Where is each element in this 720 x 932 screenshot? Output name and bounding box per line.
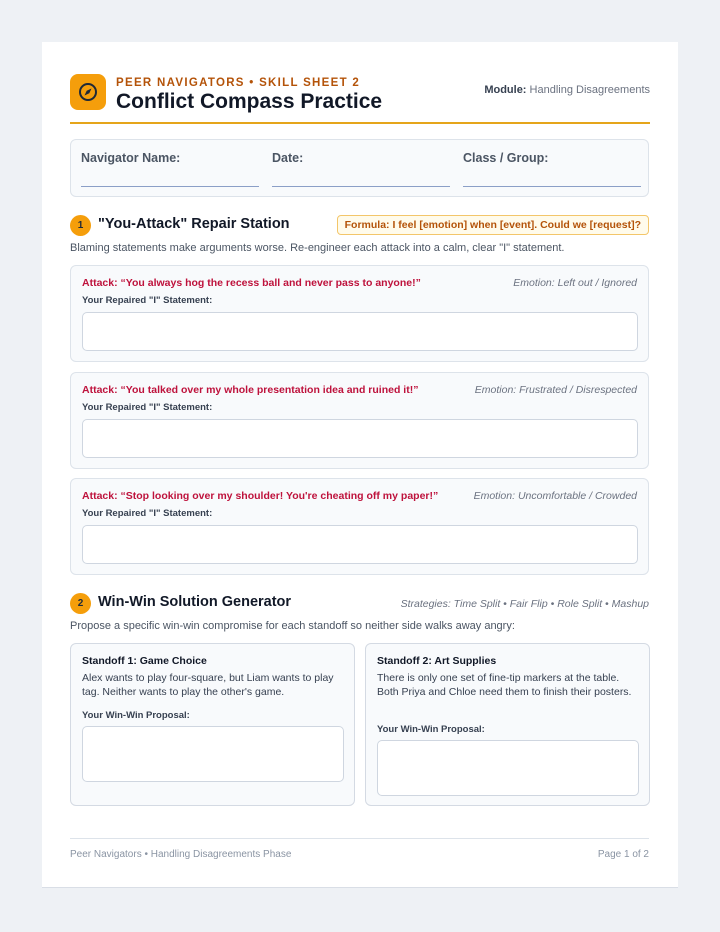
class-group-label: Class / Group:	[463, 151, 549, 165]
date-line[interactable]	[272, 186, 450, 187]
section-number-badge: 1	[70, 215, 91, 236]
emotion-hint: Emotion: Uncomfortable / Crowded	[473, 490, 637, 502]
standoff-title: Standoff 2: Art Supplies	[377, 655, 497, 667]
section-2-header	[70, 592, 649, 614]
module-label: Module:	[484, 84, 527, 96]
class-group-line[interactable]	[463, 186, 641, 187]
compass-icon	[70, 74, 106, 110]
repaired-statement-label: Your Repaired "I" Statement:	[82, 402, 213, 413]
repaired-statement-input[interactable]	[82, 525, 638, 564]
date-label: Date:	[272, 151, 304, 165]
attack-statement: Attack: “Stop looking over my shoulder! You're cheating off my paper!”	[82, 490, 439, 502]
worksheet-page	[42, 42, 678, 888]
section-title: Win-Win Solution Generator	[98, 594, 292, 610]
module-indicator	[484, 84, 650, 96]
repair-card	[70, 478, 649, 575]
standoff-title: Standoff 1: Game Choice	[82, 655, 207, 667]
page-title: Conflict Compass Practice	[116, 90, 383, 113]
section-number-badge: 2	[70, 593, 91, 614]
repaired-statement-label: Your Repaired "I" Statement:	[82, 508, 213, 519]
navigator-name-field[interactable]	[81, 151, 259, 165]
repaired-statement-input[interactable]	[82, 312, 638, 351]
standoff-description: Alex wants to play four-square, but Liam wants to play tag. Neither wants to play the other's game.	[82, 672, 334, 698]
series-kicker: PEER NAVIGATORS • SKILL SHEET 2	[116, 77, 361, 89]
footer-left-text: Peer Navigators • Handling Disagreements Phase	[70, 849, 292, 860]
date-field[interactable]	[272, 151, 450, 165]
formula-callout: Formula: I feel [emotion] when [event]. Could we [request]?	[337, 215, 649, 235]
standoff-card	[70, 643, 355, 806]
emotion-hint: Emotion: Frustrated / Disrespected	[474, 384, 637, 396]
strategies-hint: Strategies: Time Split • Fair Flip • Role Split • Mashup	[400, 598, 649, 610]
section-1-header	[70, 214, 649, 236]
navigator-name-line[interactable]	[81, 186, 259, 187]
navigator-name-label: Navigator Name:	[81, 151, 181, 165]
student-info-box	[70, 139, 649, 197]
proposal-input[interactable]	[377, 740, 639, 796]
class-group-field[interactable]	[463, 151, 641, 165]
header	[70, 74, 650, 124]
page-number: Page 1 of 2	[597, 849, 649, 860]
section-intro: Blaming statements make arguments worse. Re-engineer each attack into a calm, clear "I" statement.	[70, 242, 565, 254]
section-title: "You-Attack" Repair Station	[98, 216, 290, 232]
module-value: Handling Disagreements	[529, 84, 650, 96]
page-footer	[70, 838, 649, 860]
proposal-label: Your Win-Win Proposal:	[82, 710, 190, 721]
standoff-card	[365, 643, 650, 806]
repaired-statement-label: Your Repaired "I" Statement:	[82, 295, 213, 306]
repair-card	[70, 372, 649, 469]
attack-statement: Attack: “You talked over my whole presentation idea and ruined it!”	[82, 384, 419, 396]
attack-statement: Attack: “You always hog the recess ball and never pass to anyone!”	[82, 277, 421, 289]
emotion-hint: Emotion: Left out / Ignored	[513, 277, 637, 289]
repair-card	[70, 265, 649, 362]
section-intro: Propose a specific win-win compromise for each standoff so neither side walks away angry:	[70, 620, 515, 632]
proposal-label: Your Win-Win Proposal:	[377, 724, 485, 735]
proposal-input[interactable]	[82, 726, 344, 782]
standoff-description: There is only one set of fine-tip markers at the table. Both Priya and Chloe need them to finish their posters.	[377, 672, 632, 698]
repaired-statement-input[interactable]	[82, 419, 638, 458]
